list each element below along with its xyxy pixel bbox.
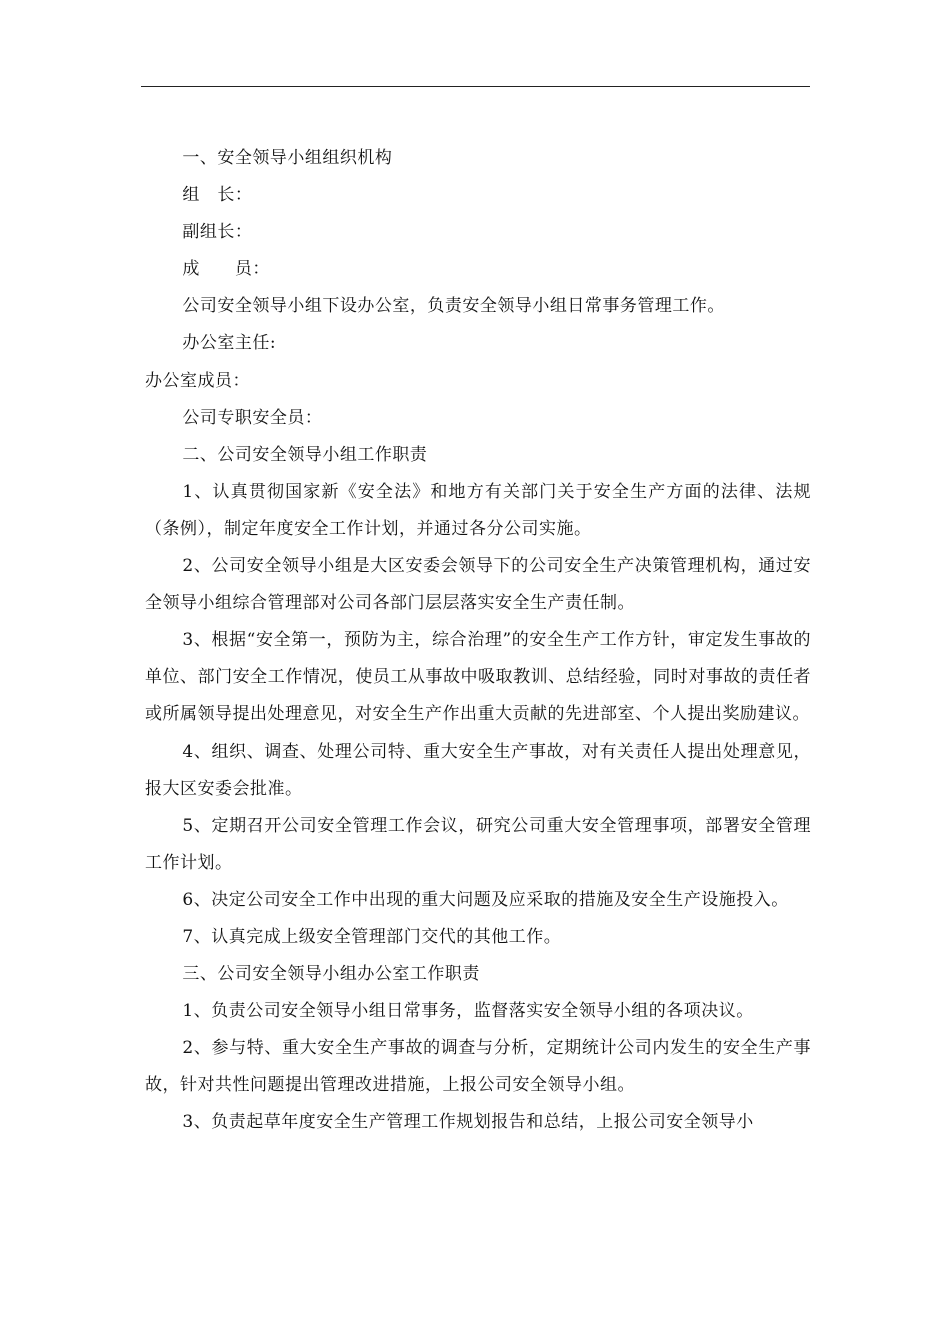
header-rule — [141, 86, 810, 87]
duty-item-6: 6、决定公司安全工作中出现的重大问题及应采取的措施及安全生产设施投入。 — [182, 889, 789, 910]
section-heading-1: 一、安全领导小组组织机构 — [182, 148, 393, 168]
field-members: 成 员： — [182, 259, 270, 280]
duty-item-7: 7、认真完成上级安全管理部门交代的其他工作。 — [182, 926, 562, 947]
field-group-leader: 组 长： — [182, 185, 253, 206]
duty-item-1: 1、认真贯彻国家新《安全法》和地方有关部门关于安全生产方面的法律、法规（条例），制定年度安全工作计划，并通过各分公司实施。 — [145, 481, 811, 539]
duty-item-4: 4、组织、调查、处理公司特、重大安全生产事故，对有关责任人提出处理意见，报大区安委会批准。 — [145, 741, 811, 799]
field-office-director: 办公室主任: — [182, 333, 277, 354]
field-deputy-leader: 副组长： — [182, 222, 253, 243]
duty-item-3: 3、根据“安全第一，预防为主，综合治理”的安全生产工作方针，审定发生事故的单位、部门安全工作情况，使员工从事故中吸取教训、总结经验，同时对事故的责任者或所属领导提出处理意见，对安全生产作出重大贡献的先进部室、个人提出奖励建议。 — [145, 630, 811, 725]
field-office-members: 办公室成员： — [145, 370, 250, 391]
duty-item-2: 2、公司安全领导小组是大区安委会领导下的公司安全生产决策管理机构，通过安全领导小组综合管理部对公司各部门层层落实安全生产责任制。 — [145, 556, 811, 614]
office-duty-item-2: 2、参与特、重大安全生产事故的调查与分析，定期统计公司内发生的安全生产事故，针对共性问题提出管理改进措施，上报公司安全领导小组。 — [145, 1038, 811, 1096]
duty-item-5: 5、定期召开公司安全管理工作会议，研究公司重大安全管理事项，部署安全管理工作计划。 — [145, 815, 811, 873]
field-safety-officer: 公司专职安全员： — [182, 407, 323, 428]
section-heading-3: 三、公司安全领导小组办公室工作职责 — [182, 964, 480, 985]
section-heading-2: 二、公司安全领导小组工作职责 — [182, 444, 428, 465]
office-duty-item-3: 3、负责起草年度安全生产管理工作规划报告和总结，上报公司安全领导小 — [182, 1112, 754, 1133]
paragraph-office-setup: 公司安全领导小组下设办公室，负责安全领导小组日常事务管理工作。 — [182, 296, 725, 317]
office-duty-item-1: 1、负责公司安全领导小组日常事务，监督落实安全领导小组的各项决议。 — [182, 1001, 754, 1022]
document-body — [145, 140, 811, 1142]
